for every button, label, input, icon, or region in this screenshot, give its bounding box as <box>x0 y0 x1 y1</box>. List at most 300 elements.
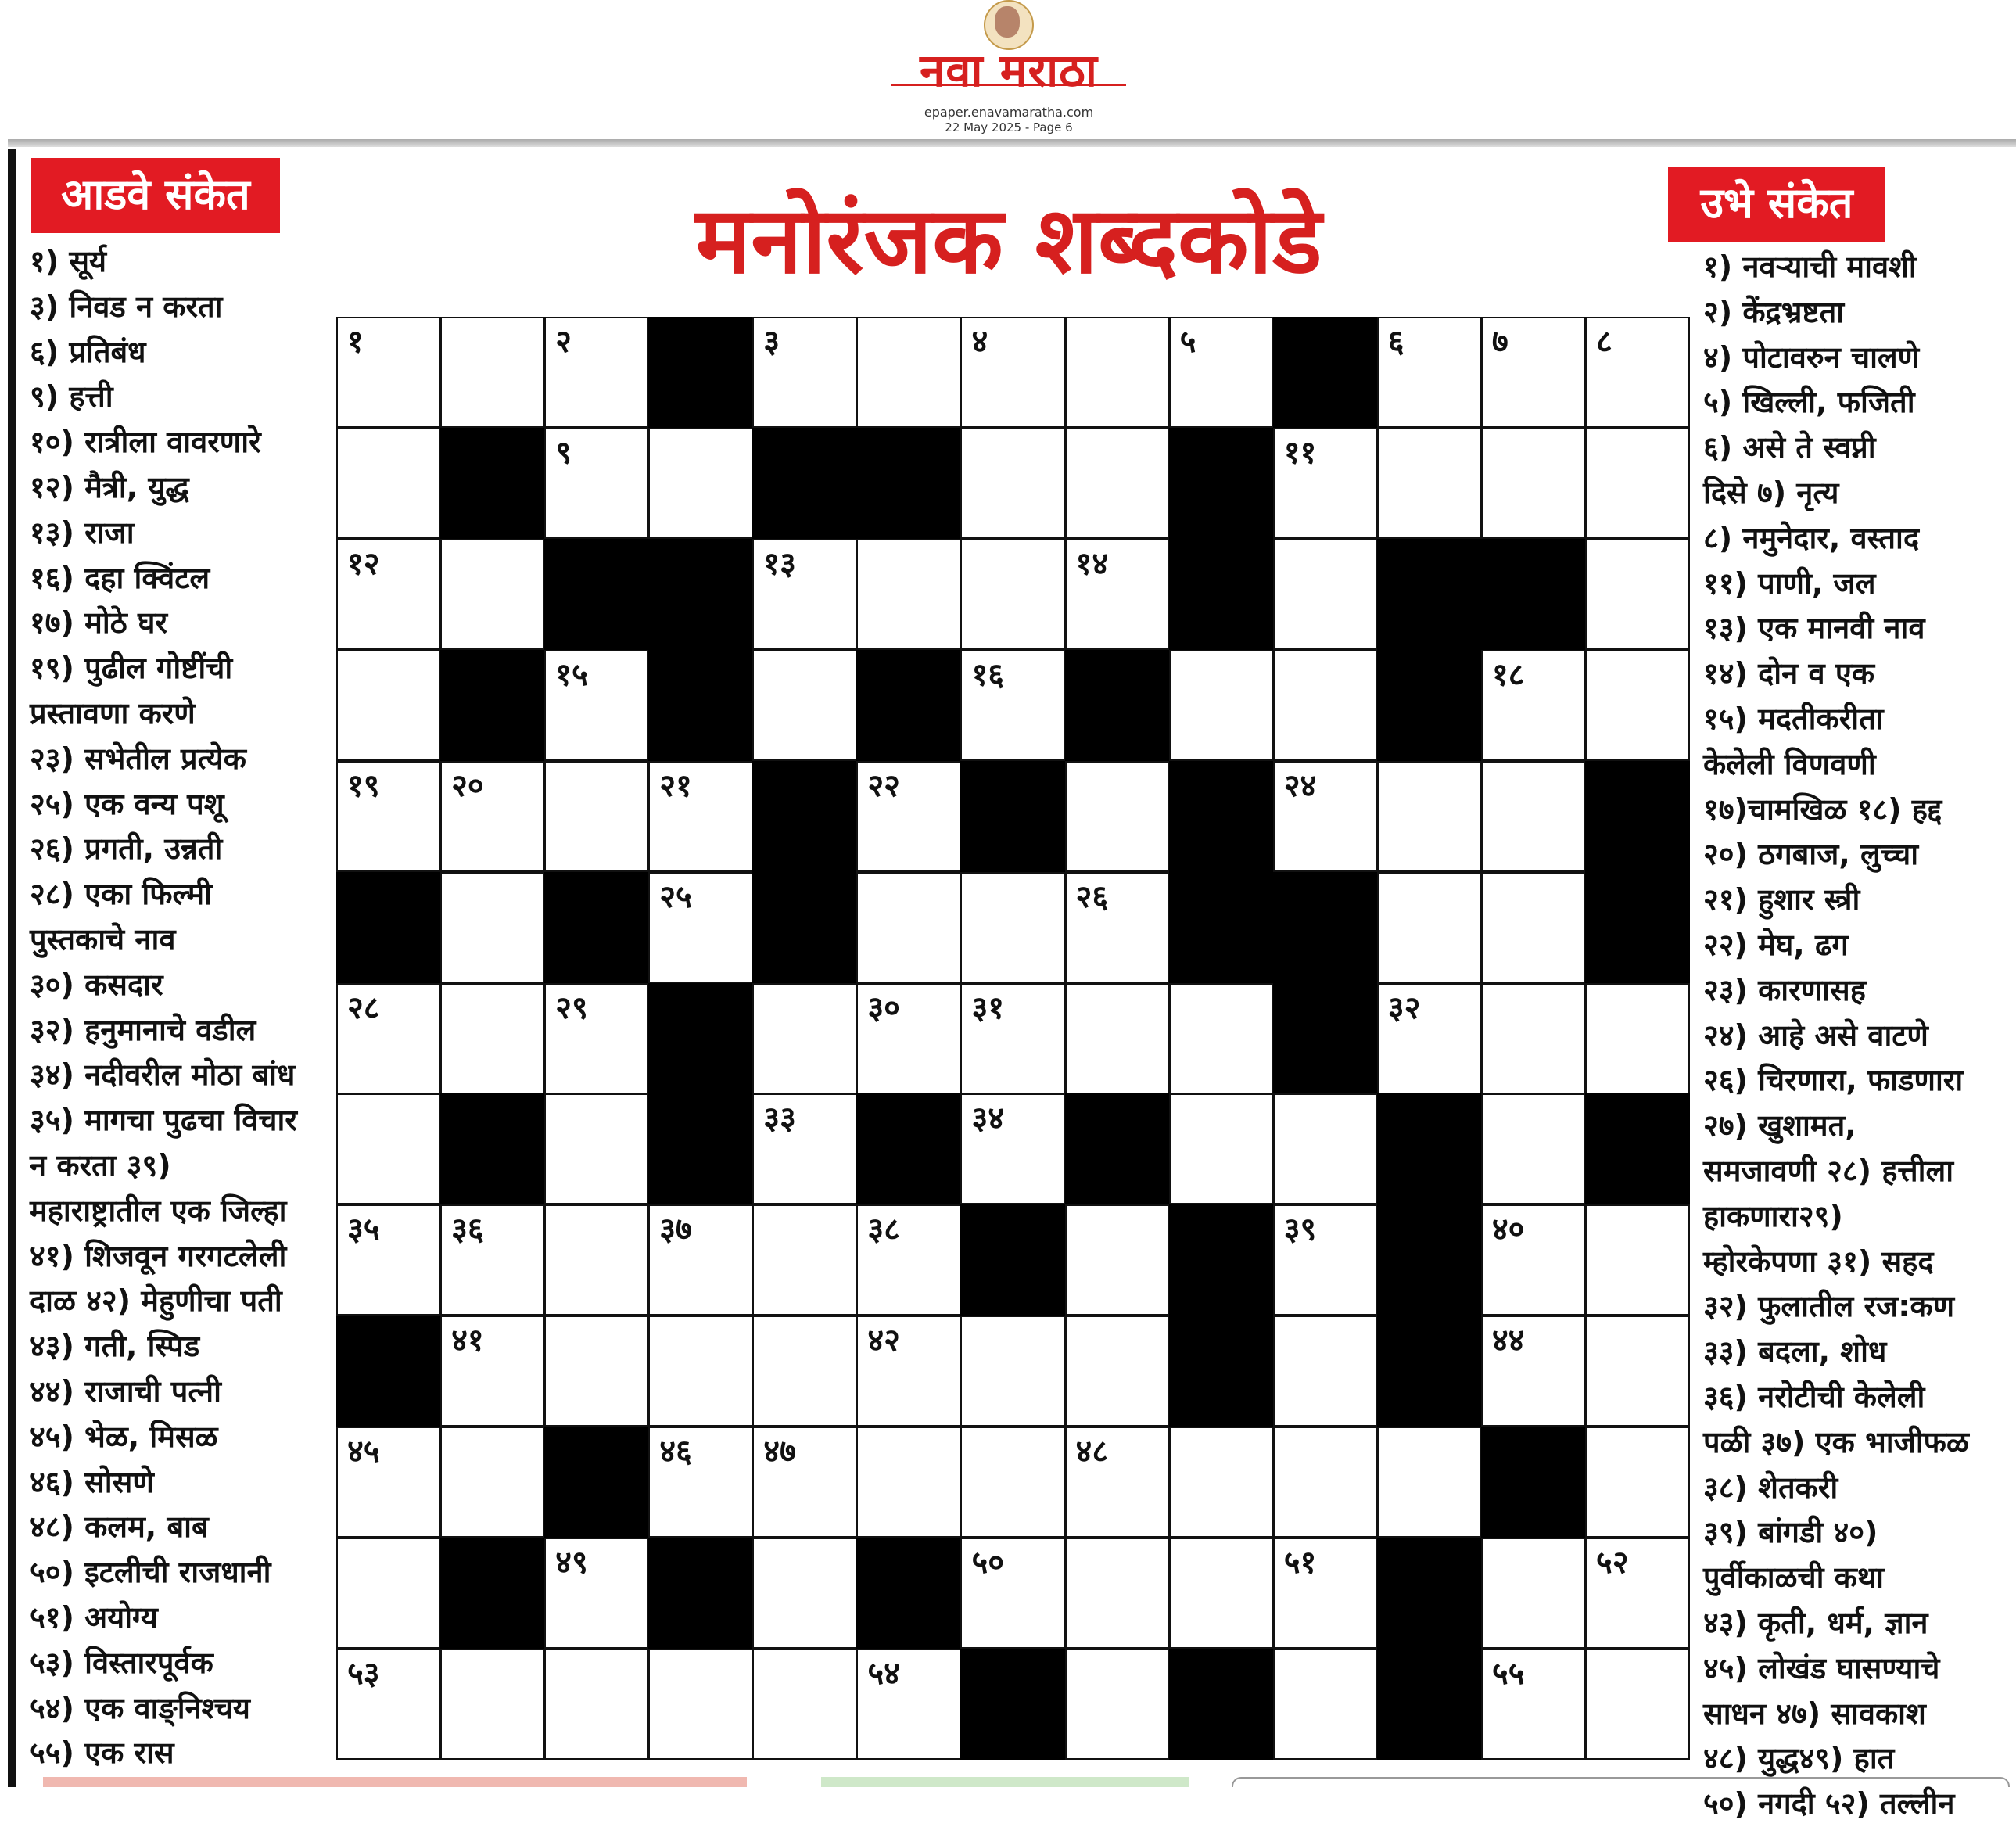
grid-cell[interactable] <box>1169 1427 1274 1538</box>
across-clue-line: १७) मोठे घर <box>30 605 167 641</box>
cell-number: ३२ <box>1387 989 1421 1026</box>
down-clue-line: केलेली विणवणी <box>1703 746 1876 781</box>
grid-cell-black <box>440 1538 545 1649</box>
cell-number: ४२ <box>867 1323 900 1359</box>
grid-cell[interactable] <box>1273 761 1378 872</box>
down-clues-heading: उभे संकेत <box>1668 167 1885 242</box>
grid-cell[interactable] <box>856 1427 961 1538</box>
grid-cell[interactable] <box>1585 650 1690 761</box>
grid-cell[interactable] <box>440 1649 545 1760</box>
down-clue-line: साधन ४७) सावकाश <box>1703 1696 1926 1731</box>
grid-cell[interactable] <box>1585 1538 1690 1649</box>
grid-cell[interactable] <box>960 317 1065 428</box>
grid-cell[interactable] <box>1585 1649 1690 1760</box>
down-clue-line: २३) कारणासह <box>1703 972 1866 1007</box>
across-clue-line: २३) सभेतील प्रत्येक <box>30 741 246 776</box>
grid-cell[interactable] <box>752 1093 857 1204</box>
grid-cell[interactable] <box>544 428 649 539</box>
grid-cell-black <box>544 539 649 650</box>
newspaper-logo[interactable]: नवा मराठा <box>920 44 1098 97</box>
grid-cell-black <box>1065 650 1170 761</box>
grid-cell[interactable] <box>648 1316 753 1427</box>
grid-cell[interactable] <box>1273 1538 1378 1649</box>
grid-cell[interactable] <box>1065 761 1170 872</box>
cell-number: १३ <box>763 545 796 582</box>
grid-cell-black <box>1377 539 1482 650</box>
cell-number: २५ <box>659 878 692 915</box>
grid-cell[interactable] <box>544 1316 649 1427</box>
cell-number: ९ <box>555 434 572 471</box>
grid-cell[interactable] <box>1169 1093 1274 1204</box>
down-clue-line: म्होरकेपणा ३१) सहद <box>1703 1244 1934 1279</box>
grid-cell-black <box>960 1649 1065 1760</box>
down-clue-line: ३८) शेतकरी <box>1703 1470 1838 1505</box>
grid-cell[interactable] <box>1585 1427 1690 1538</box>
grid-cell-black <box>1585 872 1690 983</box>
grid-cell[interactable] <box>336 1427 441 1538</box>
grid-cell-black <box>1169 539 1274 650</box>
across-clue-line: ३०) कसदार <box>30 967 163 1002</box>
grid-cell[interactable] <box>1273 1427 1378 1538</box>
bottom-strip-right <box>1232 1777 2010 1787</box>
grid-cell-black <box>440 428 545 539</box>
down-clues-list <box>1703 245 2014 1827</box>
cell-number: १८ <box>1491 656 1525 693</box>
grid-cell-black <box>1585 1093 1690 1204</box>
grid-cell-black <box>856 1093 961 1204</box>
cell-number: १ <box>347 324 364 360</box>
grid-cell-black <box>1273 983 1378 1094</box>
grid-cell-black <box>960 761 1065 872</box>
cell-number: ५३ <box>347 1656 380 1692</box>
grid-cell[interactable] <box>856 761 961 872</box>
grid-cell[interactable] <box>1481 317 1586 428</box>
cell-number: १६ <box>971 656 1005 693</box>
grid-cell[interactable] <box>648 428 753 539</box>
down-clue-line: ४) पोटावरुन चालणे <box>1703 339 1920 375</box>
grid-cell[interactable] <box>544 317 649 428</box>
cell-number: ५० <box>971 1545 1005 1581</box>
grid-cell[interactable] <box>752 1538 857 1649</box>
cell-number: १४ <box>1075 545 1109 582</box>
grid-cell-black <box>1481 1427 1586 1538</box>
grid-cell-black <box>1273 317 1378 428</box>
cell-number: ५२ <box>1595 1545 1629 1581</box>
across-clue-line: ५३) विस्तारपूर्वक <box>30 1645 213 1680</box>
grid-cell[interactable] <box>440 1204 545 1316</box>
grid-cell[interactable] <box>752 1427 857 1538</box>
grid-cell[interactable] <box>1481 872 1586 983</box>
down-clue-line: ४५) लोखंड घासण्याचे <box>1703 1650 1940 1685</box>
grid-cell[interactable] <box>1481 1538 1586 1649</box>
grid-cell-black <box>856 428 961 539</box>
grid-cell[interactable] <box>440 761 545 872</box>
down-clue-line: ३२) फुलातील रज:कण <box>1703 1289 1955 1324</box>
cell-number: ४१ <box>451 1323 484 1359</box>
cell-number: ४० <box>1491 1211 1525 1248</box>
grid-cell[interactable] <box>752 650 857 761</box>
grid-cell[interactable] <box>648 1427 753 1538</box>
grid-cell[interactable] <box>648 1649 753 1760</box>
grid-cell[interactable] <box>752 539 857 650</box>
grid-cell[interactable] <box>336 983 441 1094</box>
grid-cell[interactable] <box>856 539 961 650</box>
grid-cell[interactable] <box>1377 983 1482 1094</box>
grid-cell[interactable] <box>856 872 961 983</box>
grid-cell[interactable] <box>752 317 857 428</box>
across-clue-line: ५५) एक रास <box>30 1735 174 1771</box>
across-clue-line: ६) प्रतिबंध <box>30 334 146 369</box>
grid-cell[interactable] <box>856 1649 961 1760</box>
across-clue-line: ९) हत्ती <box>30 379 113 415</box>
grid-cell[interactable] <box>752 1204 857 1316</box>
across-clue-line: १२) मैत्री, युद्ध <box>30 469 189 504</box>
across-clue-line: महाराष्ट्रातील एक जिल्हा <box>30 1193 287 1228</box>
grid-cell[interactable] <box>648 872 753 983</box>
cell-number: २० <box>451 767 484 804</box>
grid-cell[interactable] <box>1065 983 1170 1094</box>
grid-cell-black <box>1377 1316 1482 1427</box>
grid-cell[interactable] <box>1481 983 1586 1094</box>
grid-cell[interactable] <box>1585 1204 1690 1316</box>
grid-cell[interactable] <box>336 650 441 761</box>
puzzle-title: मनोरंजक शब्दकोडे <box>695 186 1322 294</box>
cell-number: २ <box>555 324 572 360</box>
grid-cell[interactable] <box>960 1538 1065 1649</box>
grid-cell[interactable] <box>1481 428 1586 539</box>
across-clue-line: ४५) भेळ, मिसळ <box>30 1419 218 1454</box>
grid-cell[interactable] <box>440 317 545 428</box>
cell-number: १९ <box>347 767 380 804</box>
grid-cell[interactable] <box>1481 650 1586 761</box>
grid-cell[interactable] <box>1065 1538 1170 1649</box>
down-clue-line: २१) हुशार स्त्री <box>1703 882 1860 917</box>
down-clue-line: दिसे ७) नृत्य <box>1703 475 1839 510</box>
grid-cell[interactable] <box>544 1204 649 1316</box>
down-clue-line: समजावणी २८) हत्तीला <box>1703 1153 1954 1188</box>
cell-number: ३३ <box>763 1100 796 1137</box>
cell-number: ४ <box>971 324 988 360</box>
grid-cell[interactable] <box>1273 1316 1378 1427</box>
cell-number: ४४ <box>1491 1323 1525 1359</box>
grid-cell[interactable] <box>1481 761 1586 872</box>
cell-number: ५४ <box>867 1656 900 1692</box>
down-clue-line: ३६) नरोटीची केलेली <box>1703 1379 1925 1414</box>
cell-number: २४ <box>1283 767 1317 804</box>
cell-number: २१ <box>659 767 692 804</box>
grid-cell[interactable] <box>960 1427 1065 1538</box>
grid-cell-black <box>1065 1093 1170 1204</box>
grid-cell-black <box>1169 872 1274 983</box>
across-clue-line: ३) निवड न करता <box>30 289 223 324</box>
grid-cell[interactable] <box>336 1649 441 1760</box>
grid-cell[interactable] <box>1585 539 1690 650</box>
grid-cell-black <box>1169 1649 1274 1760</box>
grid-cell[interactable] <box>1273 1093 1378 1204</box>
grid-cell[interactable] <box>440 1316 545 1427</box>
grid-cell[interactable] <box>1273 539 1378 650</box>
across-clue-line: ४३) गती, स्पिड <box>30 1329 200 1364</box>
down-clue-line: ३३) बदला, शोध <box>1703 1334 1887 1369</box>
grid-cell[interactable] <box>336 761 441 872</box>
grid-cell-black <box>1273 872 1378 983</box>
grid-cell[interactable] <box>752 983 857 1094</box>
cell-number: ३९ <box>1283 1211 1317 1248</box>
across-clue-line: ५०) इटलीची राजधानी <box>30 1555 271 1590</box>
grid-cell[interactable] <box>1065 1649 1170 1760</box>
grid-cell-black <box>544 872 649 983</box>
across-clue-line: प्रस्तावणा करणे <box>30 695 196 730</box>
grid-cell[interactable] <box>960 1093 1065 1204</box>
grid-cell[interactable] <box>960 539 1065 650</box>
edition-date: 22 May 2025 - Page 6 <box>945 120 1073 135</box>
cell-number: ३५ <box>347 1211 380 1248</box>
across-clue-line: ४१) शिजवून गरगटलेली <box>30 1238 287 1273</box>
grid-cell-black <box>752 428 857 539</box>
down-clue-line: ५०) नगदी ५२) तल्लीन <box>1703 1786 1955 1822</box>
grid-cell[interactable] <box>336 428 441 539</box>
grid-cell-black <box>648 650 753 761</box>
grid-cell-black <box>648 539 753 650</box>
grid-cell-black <box>856 1538 961 1649</box>
grid-cell-black <box>1169 428 1274 539</box>
grid-cell-black <box>336 1316 441 1427</box>
cell-number: ३४ <box>971 1100 1005 1137</box>
grid-cell[interactable] <box>336 1093 441 1204</box>
grid-cell[interactable] <box>1273 1649 1378 1760</box>
grid-cell[interactable] <box>440 539 545 650</box>
grid-cell[interactable] <box>1481 1316 1586 1427</box>
cell-number: ३ <box>763 324 780 360</box>
across-clue-line: ४८) कलम, बाब <box>30 1509 209 1545</box>
grid-cell-black <box>752 872 857 983</box>
grid-cell-black <box>1377 1538 1482 1649</box>
grid-cell-black <box>1377 1204 1482 1316</box>
grid-cell[interactable] <box>544 983 649 1094</box>
grid-cell[interactable] <box>544 761 649 872</box>
cell-number: ४७ <box>763 1434 796 1470</box>
bottom-strip-center <box>821 1777 1189 1787</box>
grid-cell-black <box>1377 1093 1482 1204</box>
grid-cell-black <box>856 650 961 761</box>
cell-number: ४५ <box>347 1434 380 1470</box>
grid-cell[interactable] <box>856 983 961 1094</box>
across-clue-line: न करता ३९) <box>30 1147 171 1183</box>
grid-cell[interactable] <box>648 1204 753 1316</box>
grid-cell[interactable] <box>1065 539 1170 650</box>
down-clue-line: ५) खिल्ली, फजिती <box>1703 385 1915 420</box>
cell-number: ५१ <box>1283 1545 1317 1581</box>
down-clue-line: १७)चामखिळ १८) हद्द <box>1703 791 1942 827</box>
across-clue-line: २६) प्रगती, उन्नती <box>30 831 223 867</box>
grid-cell-black <box>1585 761 1690 872</box>
cell-number: ५ <box>1179 324 1196 360</box>
grid-cell[interactable] <box>1065 1204 1170 1316</box>
across-clue-line: २५) एक वन्य पशू <box>30 786 224 821</box>
cell-number: १५ <box>555 656 588 693</box>
grid-cell[interactable] <box>960 428 1065 539</box>
grid-cell[interactable] <box>1585 1316 1690 1427</box>
grid-cell[interactable] <box>544 1093 649 1204</box>
grid-cell-black <box>1377 650 1482 761</box>
grid-cell-black <box>1169 1204 1274 1316</box>
grid-cell[interactable] <box>1377 317 1482 428</box>
cell-number: २९ <box>555 989 588 1026</box>
down-clue-line: १४) दोन व एक <box>1703 656 1875 691</box>
down-clue-line: १५) मदतीकरीता <box>1703 701 1884 736</box>
grid-cell[interactable] <box>856 317 961 428</box>
cell-number: ३७ <box>659 1211 692 1248</box>
cell-number: २२ <box>867 767 900 804</box>
cell-number: ३६ <box>451 1211 484 1248</box>
across-clue-line: पुस्तकाचे नाव <box>30 921 176 957</box>
down-clue-line: २७) खुशामत, <box>1703 1108 1856 1143</box>
grid-cell[interactable] <box>752 1649 857 1760</box>
across-clue-line: ५४) एक वाङ्निश्चय <box>30 1690 250 1725</box>
down-clue-line: पळी ३७) एक भाजीफळ <box>1703 1424 1969 1459</box>
grid-cell[interactable] <box>1377 872 1482 983</box>
grid-cell[interactable] <box>336 317 441 428</box>
grid-cell[interactable] <box>440 983 545 1094</box>
across-clue-line: १०) रात्रीला वावरणारे <box>30 425 261 460</box>
grid-cell[interactable] <box>960 983 1065 1094</box>
grid-cell-black <box>440 650 545 761</box>
grid-cell[interactable] <box>544 1538 649 1649</box>
grid-cell[interactable] <box>1585 317 1690 428</box>
down-clue-line: २०) ठगबाज, लुच्चा <box>1703 837 1919 872</box>
grid-cell[interactable] <box>1585 983 1690 1094</box>
grid-cell[interactable] <box>1377 1427 1482 1538</box>
grid-cell[interactable] <box>1273 650 1378 761</box>
across-clue-line: ४४) राजाची पत्नी <box>30 1373 221 1409</box>
grid-cell[interactable] <box>856 1204 961 1316</box>
grid-cell[interactable] <box>960 1316 1065 1427</box>
across-clue-line: दाळ ४२) मेहुणीचा पती <box>30 1283 282 1319</box>
grid-cell[interactable] <box>1481 1204 1586 1316</box>
across-clue-line: २८) एका फिल्मी <box>30 877 212 912</box>
grid-cell-black <box>648 1093 753 1204</box>
across-clues-heading: आडवे संकेत <box>31 158 280 233</box>
grid-cell-black <box>440 1093 545 1204</box>
down-clue-line: ११) पाणी, जल <box>1703 565 1876 601</box>
grid-cell[interactable] <box>1169 317 1274 428</box>
across-clue-line: ३५) मागचा पुढचा विचार <box>30 1103 297 1138</box>
grid-cell[interactable] <box>1377 761 1482 872</box>
grid-cell[interactable] <box>960 872 1065 983</box>
grid-cell-black <box>1169 1316 1274 1427</box>
cell-number: ५५ <box>1491 1656 1525 1692</box>
down-clue-line: ४३) कृती, धर्म, ज्ञान <box>1703 1605 1928 1640</box>
across-clue-line: ३४) नदीवरील मोठा बांध <box>30 1057 296 1093</box>
down-clue-line: ६) असे ते स्वप्नी <box>1703 430 1876 465</box>
down-clue-line: ८) नमुनेदार, वस्ताद <box>1703 520 1920 555</box>
down-clue-line: ४८) युद्ध४९) हात <box>1703 1741 1895 1776</box>
down-clue-line: पुर्वीकाळची कथा <box>1703 1560 1884 1595</box>
grid-cell[interactable] <box>440 872 545 983</box>
grid-cell-black <box>1377 1649 1482 1760</box>
grid-cell[interactable] <box>544 1649 649 1760</box>
down-clue-line: २) केंद्रभ्रष्टता <box>1703 294 1845 329</box>
cell-number: २६ <box>1075 878 1109 915</box>
cell-number: ४८ <box>1075 1434 1109 1470</box>
cell-number: ४६ <box>659 1434 692 1470</box>
grid-cell[interactable] <box>1065 428 1170 539</box>
cell-number: ११ <box>1283 434 1317 471</box>
grid-cell[interactable] <box>1273 1204 1378 1316</box>
grid-cell[interactable] <box>1273 428 1378 539</box>
grid-cell[interactable] <box>856 1316 961 1427</box>
grid-cell[interactable] <box>1585 428 1690 539</box>
grid-cell[interactable] <box>336 1204 441 1316</box>
across-clue-line: १३) राजा <box>30 515 135 550</box>
across-clue-line: १६) दहा क्विंटल <box>30 560 210 595</box>
down-clue-line: २२) मेघ, ढग <box>1703 927 1849 962</box>
grid-cell[interactable] <box>960 650 1065 761</box>
grid-cell[interactable] <box>1169 983 1274 1094</box>
grid-cell[interactable] <box>336 1538 441 1649</box>
epaper-url[interactable]: epaper.enavamaratha.com <box>924 105 1094 120</box>
grid-cell[interactable] <box>1065 317 1170 428</box>
grid-cell-black <box>752 761 857 872</box>
cell-number: ७ <box>1491 324 1508 360</box>
grid-cell[interactable] <box>1377 428 1482 539</box>
cell-number: ३८ <box>867 1211 900 1248</box>
grid-cell-black <box>544 1427 649 1538</box>
grid-cell-black <box>1169 761 1274 872</box>
cell-number: ३१ <box>971 989 1005 1026</box>
across-clue-line: ५१) अयोग्य <box>30 1599 158 1635</box>
grid-cell-black <box>960 1204 1065 1316</box>
grid-cell-black <box>648 317 753 428</box>
down-clue-line: १) नवऱ्याची मावशी <box>1703 249 1917 284</box>
grid-cell-black <box>648 983 753 1094</box>
grid-cell[interactable] <box>1065 872 1170 983</box>
grid-cell[interactable] <box>336 539 441 650</box>
header-divider <box>8 139 2016 147</box>
left-column-rule <box>8 149 16 1787</box>
grid-cell[interactable] <box>1481 1093 1586 1204</box>
grid-cell[interactable] <box>544 650 649 761</box>
cell-number: ८ <box>1595 324 1612 360</box>
grid-cell-black <box>648 1538 753 1649</box>
grid-cell-black <box>1481 539 1586 650</box>
across-clue-line: १९) पुढील गोष्टींची <box>30 651 233 686</box>
cell-number: ३० <box>867 989 900 1026</box>
grid-cell[interactable] <box>440 1427 545 1538</box>
across-clue-line: ४६) सोसणे <box>30 1464 154 1499</box>
bottom-strip-left <box>43 1777 747 1787</box>
grid-cell[interactable] <box>752 1316 857 1427</box>
down-clue-line: १३) एक मानवी नाव <box>1703 611 1925 646</box>
down-clue-line: २४) आहे असे वाटणे <box>1703 1018 1928 1053</box>
across-clue-line: १) सूर्य <box>30 244 107 278</box>
grid-cell[interactable] <box>648 761 753 872</box>
grid-cell[interactable] <box>1065 1427 1170 1538</box>
down-clue-line: २६) चिरणारा, फाडणारा <box>1703 1063 1964 1098</box>
down-clue-line: हाकणारा२९) <box>1703 1198 1843 1233</box>
cell-number: ६ <box>1387 324 1404 360</box>
cell-number: ४९ <box>555 1545 588 1581</box>
cell-number: २८ <box>347 989 380 1026</box>
grid-cell-black <box>336 872 441 983</box>
grid-cell[interactable] <box>1065 1316 1170 1427</box>
grid-cell[interactable] <box>1169 1538 1274 1649</box>
grid-cell[interactable] <box>1169 650 1274 761</box>
down-clue-line: ३९) बांगडी ४०) <box>1703 1515 1878 1550</box>
across-clue-line: ३२) हनुमानाचे वडील <box>30 1012 256 1047</box>
grid-cell[interactable] <box>1481 1649 1586 1760</box>
cell-number: १२ <box>347 545 380 582</box>
